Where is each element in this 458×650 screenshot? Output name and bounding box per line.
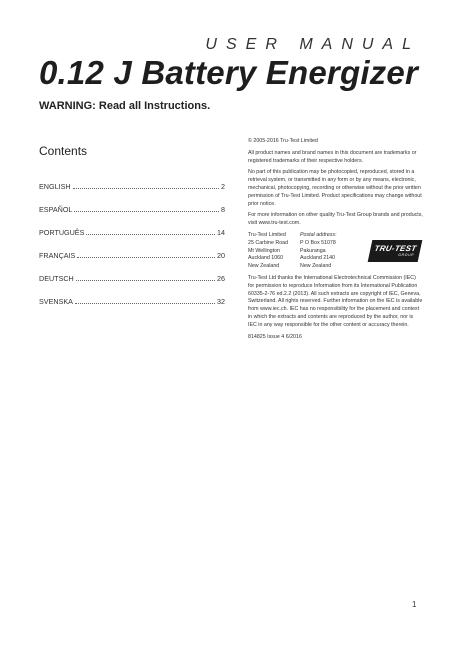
- table-of-contents: [39, 168, 225, 306]
- leader-dots: [75, 303, 215, 304]
- user-manual-label: USER MANUAL: [205, 36, 420, 53]
- address-line: 25 Carbine Road: [248, 239, 289, 246]
- trademarks-notice: All product names and brand names in this document are trademarks or registered trademarks of their respective holders.: [248, 149, 417, 164]
- toc-entry-page: 2: [221, 182, 225, 191]
- address-line: P O Box 51078: [300, 239, 336, 246]
- contents-heading: Contents: [39, 144, 88, 158]
- postal-address-label: Postal address:: [300, 231, 337, 238]
- copyright-notice: © 2005-2016 Tru-Test Limited: [248, 138, 318, 144]
- leader-dots: [86, 234, 215, 235]
- toc-entry-svenska[interactable]: [39, 283, 225, 306]
- toc-entry-label: SVENSKA: [39, 297, 73, 306]
- page-number: 1: [412, 600, 417, 609]
- toc-entry-label: DEUTSCH: [39, 274, 74, 283]
- address-line: New Zealand: [300, 263, 332, 270]
- logo-brand-text: TRU-TEST: [373, 243, 418, 253]
- toc-entry-portugues[interactable]: [39, 214, 225, 237]
- toc-entry-page: 8: [221, 205, 225, 214]
- toc-entry-page: 14: [217, 228, 225, 237]
- leader-dots: [73, 188, 219, 189]
- address-line: Mt Wellington: [248, 247, 280, 254]
- address-line: New Zealand: [248, 263, 280, 270]
- toc-entry-label: FRANÇAIS: [39, 251, 76, 260]
- document-number: 814825 Issue 4 6/2016: [248, 333, 302, 340]
- tru-test-group-logo: [368, 240, 423, 262]
- toc-entry-label: ENGLISH: [39, 182, 71, 191]
- address-line: Auckland 2140: [300, 255, 336, 262]
- postal-address: [300, 232, 352, 271]
- toc-entry-label: ESPAÑOL: [39, 205, 73, 214]
- address-line: Auckland 1060: [248, 255, 284, 262]
- toc-entry-page: 32: [217, 297, 225, 306]
- document-title: 0.12 J Battery Energizer: [39, 54, 418, 91]
- toc-entry-francais[interactable]: [39, 237, 225, 260]
- iec-notice: Tru-Test Ltd thanks the International Electrotechnical Commission (IEC) for permission to reproduce Information from its International Publication 60335-2-76 ed.2.2 (2013). All such extracts are copyright of IEC, Geneva, Switzerland. All rights reserved. Further information on the IEC is available from www.iec.ch. IEC has no responsibility for the placement and context in which the extracts and contents are reproduced by the author, nor is IEC in any way responsible for the other content or accuracy therein.: [248, 274, 423, 328]
- toc-entry-espanol[interactable]: [39, 191, 225, 214]
- toc-entry-deutsch[interactable]: [39, 260, 225, 283]
- more-info-notice: For more information on other quality Tru-Test Group brands and products, visit www.tru-test.com.: [248, 212, 423, 227]
- street-address: [248, 232, 300, 271]
- company-address: [248, 232, 423, 271]
- address-line: Pakuranga: [300, 247, 326, 254]
- warning-text: WARNING: Read all Instructions.: [39, 100, 211, 112]
- reproduction-notice: No part of this publication may be photocopied, reproduced, stored in a retrieval system, or transmitted in any form or by any means, electronic, mechanical, photocopying, recording or otherwise without the prior written permission of Tru-Test Limited. Product specifications may change without prior notice.: [248, 169, 422, 207]
- toc-entry-label: PORTUGUÊS: [39, 228, 85, 237]
- leader-dots: [74, 211, 219, 212]
- leader-dots: [77, 257, 215, 258]
- logo-group-text: GROUP: [397, 252, 415, 257]
- legal-column: [248, 138, 423, 345]
- toc-entry-page: 20: [217, 251, 225, 260]
- address-line: Tru-Test Limited: [248, 231, 286, 238]
- toc-entry-page: 26: [217, 274, 225, 283]
- leader-dots: [76, 280, 215, 281]
- toc-entry-english[interactable]: [39, 168, 225, 191]
